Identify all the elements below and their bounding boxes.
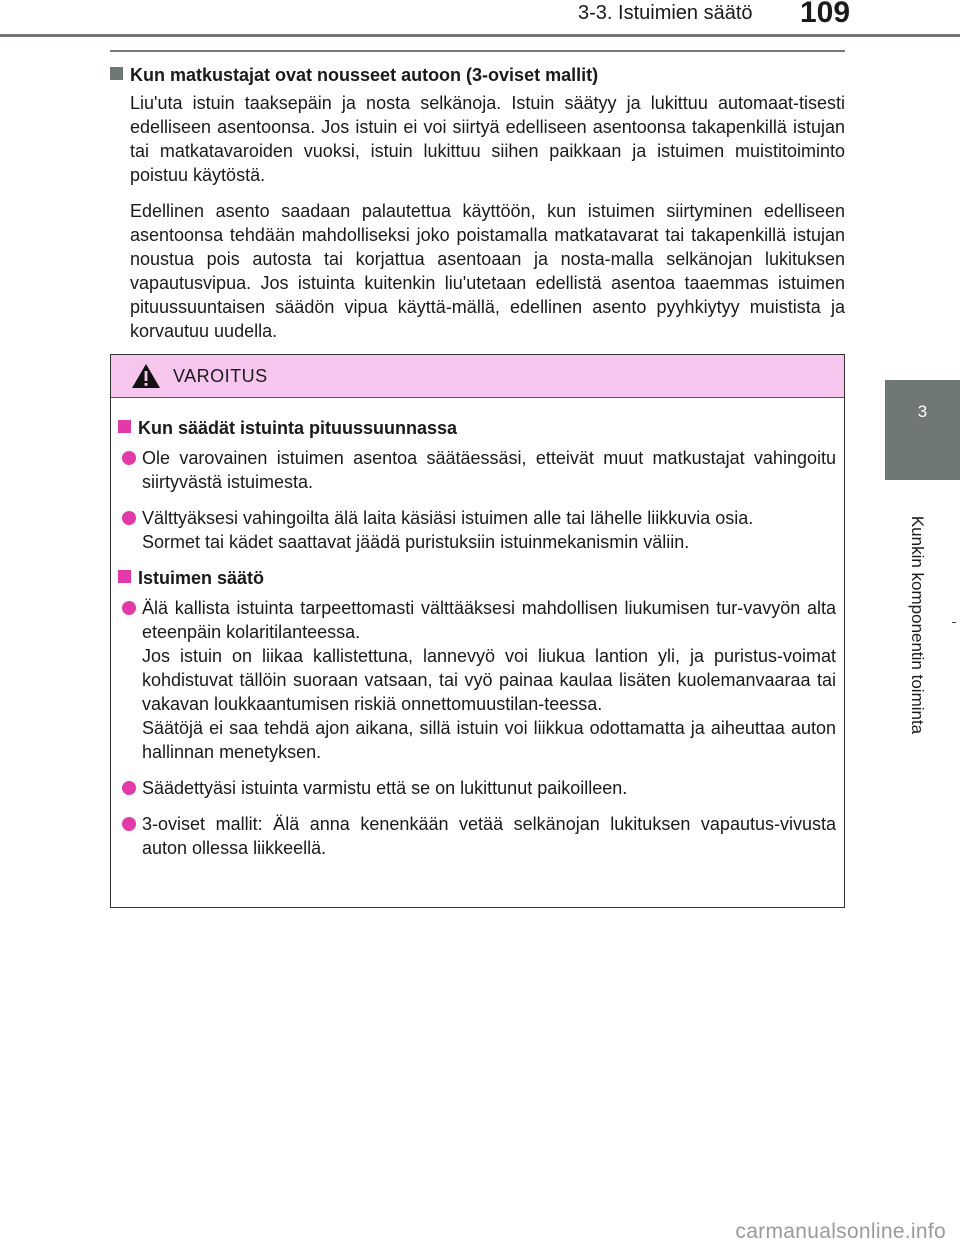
warning-group	[118, 416, 836, 554]
warning-title: VAROITUS	[173, 366, 268, 386]
warning-item-text: Välttyäksesi vahingoilta älä laita käsiäsi istuimen alle tai lähelle liikkuvia osia.	[142, 508, 754, 528]
warning-body	[111, 398, 844, 860]
round-bullet-icon	[122, 601, 136, 615]
square-bullet-icon	[118, 570, 131, 583]
chapter-caption-text: Kunkin komponentin toiminta	[908, 515, 927, 735]
warning-group	[118, 566, 836, 860]
section-heading-text: Kun matkustajat ovat nousseet autoon (3-oviset mallit)	[130, 65, 599, 85]
watermark: carmanualsonline.info	[735, 1220, 946, 1243]
warning-item	[118, 812, 836, 860]
warning-group-heading-text: Istuimen säätö	[138, 568, 265, 588]
warning-group-heading	[118, 566, 836, 590]
chapter-number: 3	[917, 402, 928, 421]
warning-item-text: Säätöjä ei saa tehdä ajon aikana, sillä istuin voi liikkua odottamatta ja aiheuttaa auton hallinnan menetyksen.	[142, 718, 836, 762]
header-section-title: 3-3. Istuimien säätö	[578, 2, 753, 24]
warning-item-text: 3-oviset mallit: Älä anna kenenkään vetää selkänojan lukituksen vapautus-vivusta auton ollessa liikkeellä.	[142, 814, 836, 858]
chapter-caption	[907, 515, 927, 735]
warning-group-heading-text: Kun säädät istuinta pituussuunnassa	[138, 418, 458, 438]
warning-item	[118, 446, 836, 494]
warning-header	[111, 355, 844, 398]
square-bullet-icon	[118, 420, 131, 433]
chapter-tab	[885, 380, 960, 480]
paragraph: Liu'uta istuin taaksepäin ja nosta selkänoja. Istuin säätyy ja lukittuu automaat-tisesti edelliseen asentoonsa. Jos istuin ei voi siirtyä edelliseen asentoonsa takapenkillä istujan tai matkatavaroiden vuoksi, istuin lukittuu siihen paikkaan ja istuimen muistitoiminto poistuu käytöstä.	[130, 93, 845, 185]
warning-item-text: Säädettyäsi istuinta varmistu että se on lukittunut paikoilleen.	[142, 778, 628, 798]
warning-item	[118, 776, 836, 800]
side-tick	[952, 622, 956, 623]
square-bullet-icon	[110, 67, 123, 80]
header-rule	[0, 34, 960, 37]
round-bullet-icon	[122, 451, 136, 465]
warning-item-text: Ole varovainen istuimen asentoa säätäessäsi, etteivät muut matkustajat vahingoitu siirtyvästä istuimesta.	[142, 448, 836, 492]
page-number: 109	[800, 0, 851, 29]
warning-triangle-icon	[131, 363, 161, 389]
warning-item-text: Jos istuin on liikaa kallistettuna, lannevyö voi liukua lantion yli, ja puristus-voimat kohdistuvat tällöin suoraan vatsaan, tai vyö painaa kaulaa lisäten kuolemanvaaraa tai vakavan loukkaantumisen riskiä onnettomuustilan-teessa.	[142, 646, 836, 714]
warning-item	[118, 596, 836, 764]
warning-item-text: Älä kallista istuinta tarpeettomasti välttääksesi mahdollisen liukumisen tur-vavyön alta eteenpäin kolaritilanteessa.	[142, 598, 836, 642]
round-bullet-icon	[122, 781, 136, 795]
warning-box	[110, 354, 845, 908]
warning-group-heading	[118, 416, 836, 440]
warning-item-text: Sormet tai kädet saattavat jäädä puristuksiin istuinmekanismin väliin.	[142, 532, 690, 552]
warning-item	[118, 506, 836, 554]
section-memory-return	[110, 63, 845, 343]
round-bullet-icon	[122, 511, 136, 525]
section-heading	[110, 63, 845, 87]
round-bullet-icon	[122, 817, 136, 831]
top-divider	[110, 50, 845, 52]
paragraph: Edellinen asento saadaan palautettua käyttöön, kun istuimen siirtyminen edelliseen asentoonsa tehdään mahdolliseksi joko poistamalla matkatavarat tai takapenkillä istujan noustua pois autosta tai korjattua asentoaan ja nosta-malla selkänojan lukituksen vapautusvipua. Jos istuinta kuitenkin liu'utetaan edellistä asentoa taaemmas istuimen pituussuuntaisen säädön vipua käyttä-mällä, edellinen asento pyyhkiytyy muistista ja korvautuu uudella.	[130, 201, 845, 341]
